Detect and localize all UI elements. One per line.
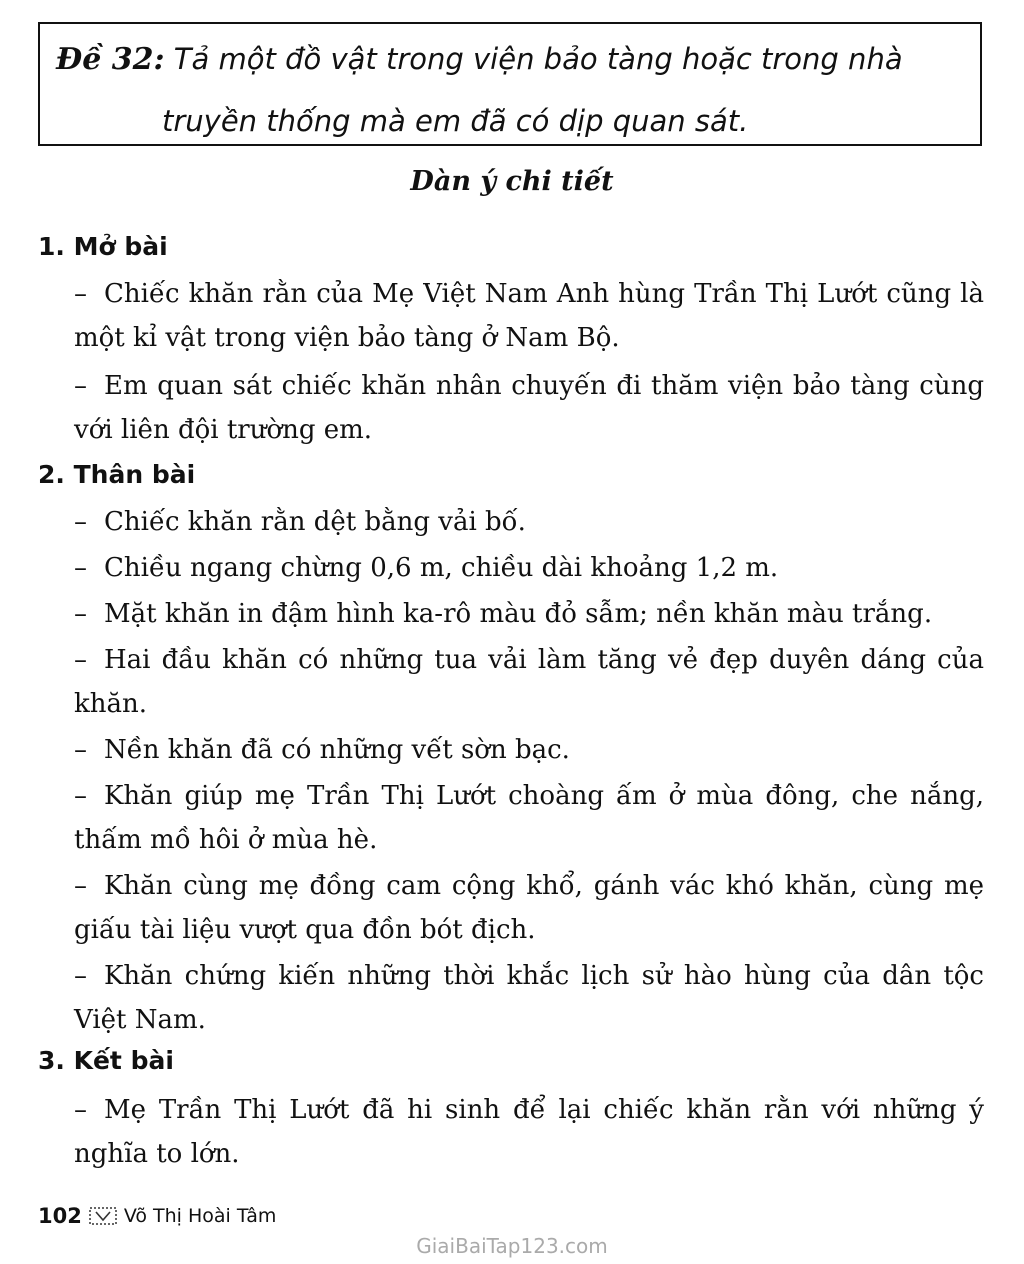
page-number: 102 xyxy=(38,1204,82,1228)
list-item: – Chiều ngang chừng 0,6 m, chiều dài khoảng 1,2 m. xyxy=(74,553,779,583)
section-heading-ket-bai: 3. Kết bài xyxy=(38,1046,174,1075)
list-item: – Em quan sát chiếc khăn nhân chuyến đi thăm viện bảo tàng cùng với liên đội trường em. xyxy=(74,371,984,445)
title-line-1 xyxy=(56,28,903,91)
watermark: GiaiBaiTap123.com xyxy=(416,1234,608,1258)
section-heading-than-bai: 2. Thân bài xyxy=(38,460,196,489)
section-heading-mo-bai: 1. Mở bài xyxy=(38,232,168,261)
publisher-logo-icon xyxy=(88,1205,118,1227)
list-item: – Nền khăn đã có những vết sờn bạc. xyxy=(74,735,570,765)
list-item: – Mẹ Trần Thị Lướt đã hi sinh để lại chiếc khăn rằn với những ý nghĩa to lớn. xyxy=(74,1095,984,1169)
assignment-label: Đề 32: xyxy=(56,42,165,77)
list-item: – Khăn giúp mẹ Trần Thị Lướt choàng ấm ở mùa đông, che nắng, thấm mồ hôi ở mùa hè. xyxy=(74,781,984,855)
page-footer xyxy=(38,1204,276,1228)
list-item: – Hai đầu khăn có những tua vải làm tăng vẻ đẹp duyên dáng của khăn. xyxy=(74,645,984,719)
author-name: Võ Thị Hoài Tâm xyxy=(123,1205,277,1227)
assignment-title-box xyxy=(38,22,982,146)
list-item: – Mặt khăn in đậm hình ka-rô màu đỏ sẫm; nền khăn màu trắng. xyxy=(74,599,933,629)
list-item: – Khăn chứng kiến những thời khắc lịch sử hào hùng của dân tộc Việt Nam. xyxy=(74,961,984,1035)
outline-subtitle: Dàn ý chi tiết xyxy=(410,166,614,197)
list-item: – Chiếc khăn rằn của Mẹ Việt Nam Anh hùng Trần Thị Lướt cũng là một kỉ vật trong viện bảo tàng ở Nam Bộ. xyxy=(74,279,984,353)
list-item: – Chiếc khăn rằn dệt bằng vải bố. xyxy=(74,507,526,537)
title-line-2: truyền thống mà em đã có dịp quan sát. xyxy=(162,104,749,138)
title-text-1: Tả một đồ vật trong viện bảo tàng hoặc trong nhà xyxy=(173,42,903,76)
list-item: – Khăn cùng mẹ đồng cam cộng khổ, gánh vác khó khăn, cùng mẹ giấu tài liệu vượt qua đồn bót địch. xyxy=(74,871,984,945)
